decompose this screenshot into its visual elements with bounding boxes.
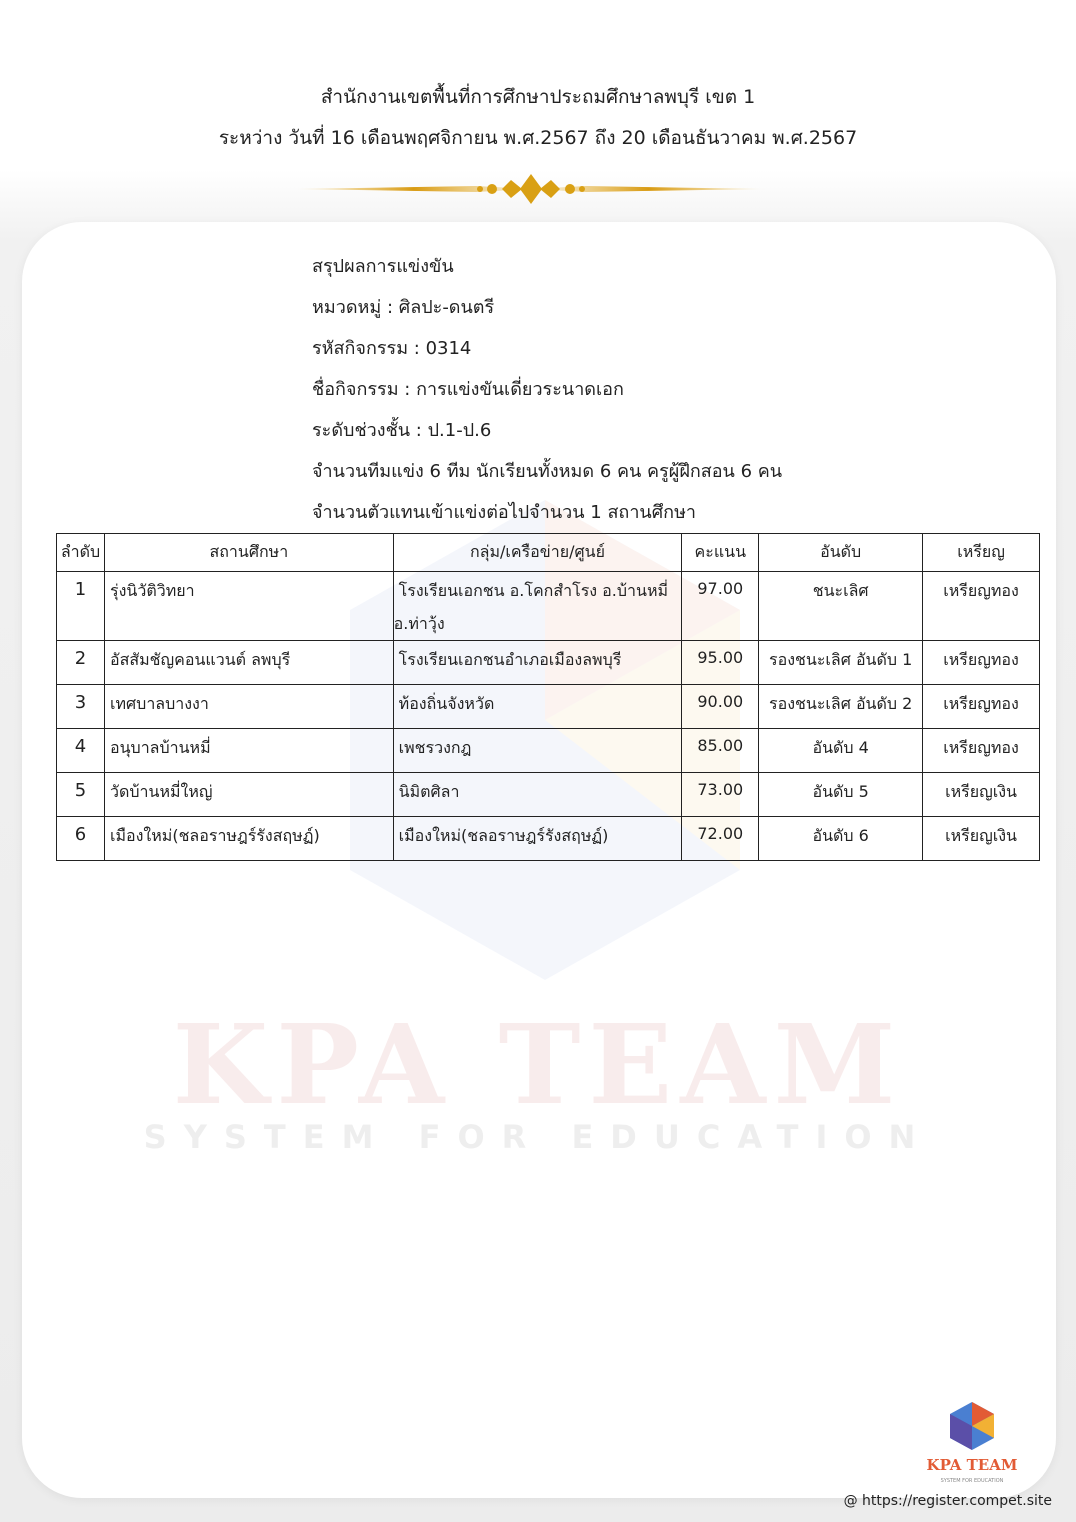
cell-group-line1: โรงเรียนเอกชน อ.โคกสำโรง อ.บ้านหมี่ [398, 581, 669, 600]
cell-no: 5 [57, 773, 105, 817]
cell-group: เมืองใหม่(ชลอราษฎร์รังสฤษฏ์) [393, 817, 682, 861]
cell-school: เมืองใหม่(ชลอราษฎร์รังสฤษฏ์) [104, 817, 393, 861]
table-header-row [57, 534, 1040, 572]
summary-heading: สรุปผลการแข่งขัน [312, 256, 454, 277]
cell-score: 73.00 [682, 773, 759, 817]
cell-medal: เหรียญทอง [923, 729, 1040, 773]
col-header-medal: เหรียญ [923, 534, 1040, 572]
cell-group-line2: อ.ท่าวุ้ง [393, 614, 445, 633]
cell-no: 6 [57, 817, 105, 861]
cell-score: 85.00 [682, 729, 759, 773]
table-row [57, 773, 1040, 817]
site-url: @ https://register.compet.site [843, 1493, 1052, 1509]
cell-rank: รองชนะเลิศ อันดับ 1 [759, 641, 923, 685]
table-row [57, 572, 1040, 641]
header-office: สำนักงานเขตพื้นที่การศึกษาประถมศึกษาลพบุรี เขต 1 [320, 86, 756, 108]
cell-school: รุ่งนิวัติวิทยา [104, 572, 393, 641]
cell-score: 90.00 [682, 685, 759, 729]
cell-no: 2 [57, 641, 105, 685]
team-count-line: จำนวนทีมแข่ง 6 ทีม นักเรียนทั้งหมด 6 คน ครูผู้ฝึกสอน 6 คน [312, 461, 783, 482]
cell-score: 72.00 [682, 817, 759, 861]
cell-score: 97.00 [682, 572, 759, 641]
kpa-team-logo [924, 1400, 1020, 1490]
col-header-score: คะแนน [682, 534, 759, 572]
cell-group [393, 572, 682, 641]
svg-text:KPA TEAM: KPA TEAM [926, 1456, 1018, 1474]
col-header-school: สถานศึกษา [104, 534, 393, 572]
header-period: ระหว่าง วันที่ 16 เดือนพฤศจิกายน พ.ศ.2567 ถึง 20 เดือนธันวาคม พ.ศ.2567 [218, 127, 858, 149]
level-line: ระดับช่วงชั้น : ป.1-ป.6 [312, 420, 492, 441]
cell-group: โรงเรียนเอกชนอำเภอเมืองลพบุรี [393, 641, 682, 685]
table-row [57, 817, 1040, 861]
cell-school: อนุบาลบ้านหมี่ [104, 729, 393, 773]
cell-rank: อันดับ 4 [759, 729, 923, 773]
cell-medal: เหรียญทอง [923, 641, 1040, 685]
cell-group: นิมิตศิลา [393, 773, 682, 817]
col-header-no: ลำดับ [57, 534, 105, 572]
cell-group: เพชรวงกฎ [393, 729, 682, 773]
representatives-line: จำนวนตัวแทนเข้าแข่งต่อไปจำนวน 1 สถานศึกษา [312, 502, 697, 523]
cell-rank: อันดับ 6 [759, 817, 923, 861]
category-line: หมวดหมู่ : ศิลปะ-ดนตรี [312, 297, 495, 318]
cell-no: 1 [57, 572, 105, 641]
cell-no: 4 [57, 729, 105, 773]
cell-group: ท้องถิ่นจังหวัด [393, 685, 682, 729]
cell-rank: ชนะเลิศ [759, 572, 923, 641]
table-row [57, 729, 1040, 773]
col-header-rank: อันดับ [759, 534, 923, 572]
cell-rank: รองชนะเลิศ อันดับ 2 [759, 685, 923, 729]
cell-school: อัสสัมชัญคอนแวนต์ ลพบุรี [104, 641, 393, 685]
cell-score: 95.00 [682, 641, 759, 685]
cell-medal: เหรียญเงิน [923, 817, 1040, 861]
cell-medal: เหรียญทอง [923, 572, 1040, 641]
cell-rank: อันดับ 5 [759, 773, 923, 817]
table-row [57, 641, 1040, 685]
cell-medal: เหรียญทอง [923, 685, 1040, 729]
results-table [56, 533, 1040, 861]
cell-no: 3 [57, 685, 105, 729]
cell-school: วัดบ้านหมี่ใหญ่ [104, 773, 393, 817]
col-header-group: กลุ่ม/เครือข่าย/ศูนย์ [393, 534, 682, 572]
watermark-subtitle: SYSTEM FOR EDUCATION [143, 1118, 933, 1156]
table-row [57, 685, 1040, 729]
cell-school: เทศบาลบางงา [104, 685, 393, 729]
cell-medal: เหรียญเงิน [923, 773, 1040, 817]
watermark-title: KPA TEAM [172, 1000, 904, 1129]
svg-text:SYSTEM FOR EDUCATION: SYSTEM FOR EDUCATION [940, 1478, 1004, 1484]
ornament-divider [296, 172, 766, 206]
activity-name-line: ชื่อกิจกรรม : การแข่งขันเดี่ยวระนาดเอก [312, 379, 624, 400]
activity-code-line: รหัสกิจกรรม : 0314 [312, 338, 472, 359]
